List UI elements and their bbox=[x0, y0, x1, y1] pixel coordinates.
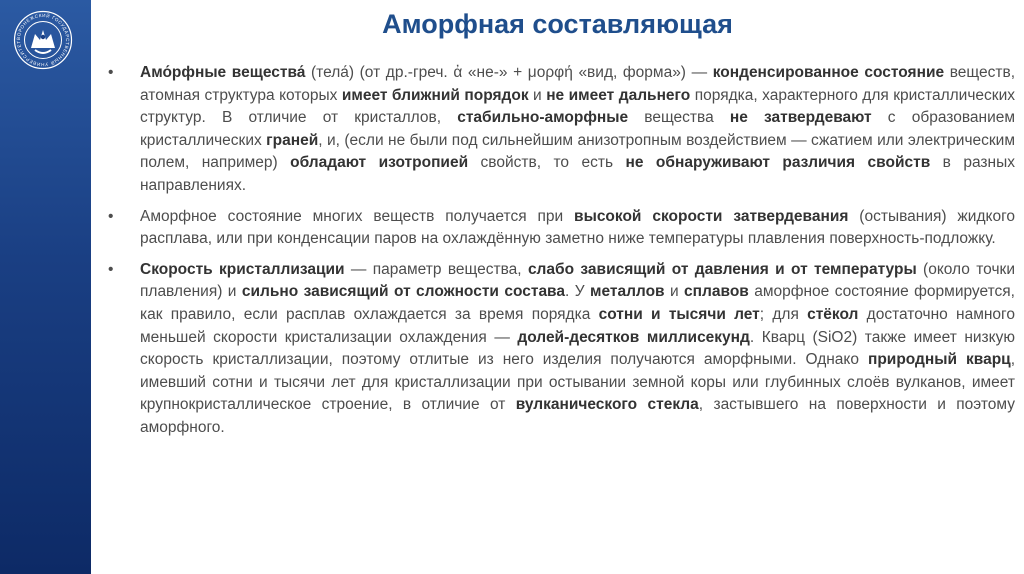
body-text: аморфное состояние формируется, как правило, если расплав охлаждается за время порядка bbox=[140, 283, 1015, 323]
bold-text: конденсированное состояние bbox=[712, 64, 945, 81]
bold-text: граней bbox=[266, 131, 319, 149]
bullet-item bbox=[100, 62, 1015, 198]
body-text: (тела́) (от др.-греч. ἀ «не-» + μορφή «вид, форма») — bbox=[305, 64, 713, 81]
body-text: порядка, характерного для кристаллических структур. В отличие от кристаллов, bbox=[140, 86, 1015, 127]
bullet-list bbox=[100, 62, 1015, 448]
body-text: . Кварц (SiO2) также имеет низкую скорость кристаллизации, поэтому отлитые из него изделия получаются аморфными. Однако bbox=[140, 328, 1015, 369]
body-text: (остывания) жидкого расплава, или при конденсации паров на охлаждённую заметно ниже температуры плавления поверхность-подложку. bbox=[140, 207, 1015, 248]
bold-text: высокой скорости затвердевания bbox=[574, 207, 849, 225]
body-text: в разных направлениях. bbox=[140, 154, 1015, 194]
bullet-marker: • bbox=[108, 207, 114, 225]
bold-text: не затвердевают bbox=[729, 109, 872, 127]
university-seal-icon bbox=[13, 10, 73, 70]
bold-text: изотропией bbox=[378, 154, 469, 172]
slide-title: Аморфная составляющая bbox=[382, 9, 733, 39]
body-text: . У bbox=[565, 283, 590, 301]
logo-ring-text: ВОРОНЕЖСКИЙ ГОСУДАРСТВЕННЫЙ УНИВЕРСИТЕТ bbox=[15, 12, 71, 68]
body-text: и bbox=[528, 86, 547, 104]
bold-text: природный кварц bbox=[867, 351, 1011, 369]
bullet-marker: • bbox=[108, 64, 114, 81]
bullet-marker: • bbox=[108, 260, 114, 278]
bold-text: Амо́рфные вещества́ bbox=[140, 64, 306, 81]
body-text: ; для bbox=[759, 305, 808, 323]
body-text: достаточно намного меньшей скорости кристализации охлаждения — bbox=[140, 305, 1015, 346]
body-text: и bbox=[664, 283, 685, 301]
sidebar-band bbox=[0, 0, 91, 574]
bold-text: не имеет дальнего bbox=[546, 86, 691, 104]
bold-text: сильно зависящий от сложности состава bbox=[241, 283, 566, 301]
bold-text: стабильно-аморфные bbox=[457, 109, 629, 127]
body-text: , застывшего на поверхности и поэтому аморфного. bbox=[140, 396, 1015, 436]
body-text: веществ, атомная структура которых bbox=[140, 64, 1015, 104]
bold-text: не обнаруживают различия свойств bbox=[625, 154, 931, 172]
body-text: свойств, то есть bbox=[468, 154, 626, 172]
bold-text: стёкол bbox=[807, 305, 859, 323]
body-text bbox=[366, 154, 378, 171]
body-text: (около точки плавления) и bbox=[140, 260, 1015, 301]
bold-text: вулканического стекла bbox=[515, 396, 699, 414]
bold-text: Скорость кристаллизации bbox=[140, 260, 345, 278]
body-text: , и, (если не были под сильнейшим анизотропным воздействием — сжатием или электрическим полем, например) bbox=[140, 131, 1015, 172]
body-text: — параметр вещества, bbox=[344, 260, 528, 278]
bold-text: имеет ближний порядок bbox=[341, 86, 529, 104]
bold-text: металлов bbox=[589, 283, 665, 301]
bold-text: сплавов bbox=[684, 283, 749, 301]
bullet-item bbox=[100, 259, 1015, 440]
body-text: с образованием кристаллических bbox=[140, 109, 1016, 149]
body-text: вещества bbox=[628, 109, 730, 127]
body-text: Аморфное состояние многих веществ получается при bbox=[140, 207, 575, 225]
bold-text: обладают bbox=[290, 154, 367, 172]
bold-text: слабо зависящий от давления и от температуры bbox=[527, 260, 917, 278]
bold-text: сотни и тысячи лет bbox=[598, 305, 760, 323]
bold-text: долей-десятков миллисекунд bbox=[517, 328, 750, 346]
bullet-item bbox=[100, 206, 1015, 251]
body-text: , имевший сотни и тысячи лет для кристаллизации при остывании земной коры или глубинных слоёв вулканов, имеет крупнокристаллическое строение, в отличие от bbox=[140, 351, 1016, 414]
